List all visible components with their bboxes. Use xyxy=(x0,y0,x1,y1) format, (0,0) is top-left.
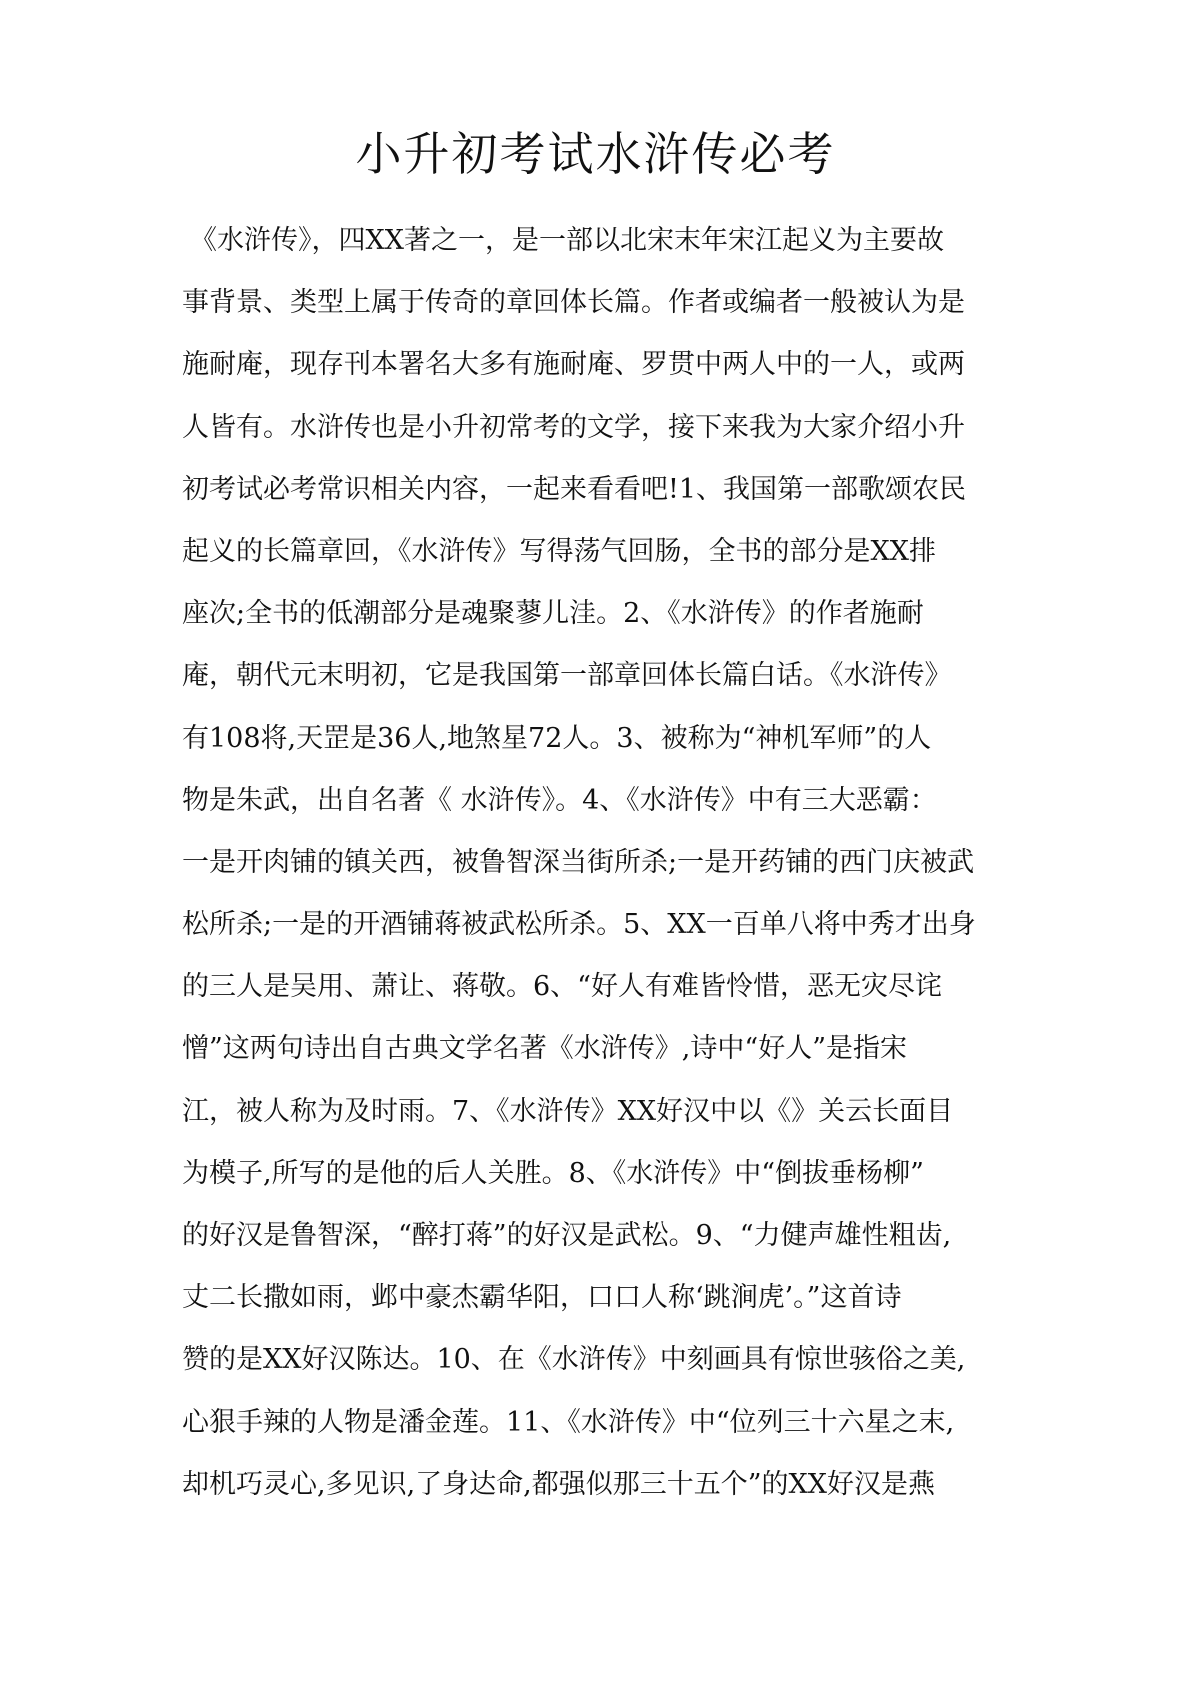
body-line: 有108将,天罡是36人,地煞星72人。3、被称为“神机军师”的人 xyxy=(182,722,932,754)
document-body xyxy=(182,210,1022,1516)
body-line: 憎”这两句诗出自古典文学名著《水浒传》,诗中“好人”是指宋 xyxy=(182,1033,907,1065)
body-line: 的三人是吴用、萧让、蒋敬。6、“好人有难皆怜惜，恶无灾尽诧 xyxy=(182,971,942,1003)
body-line: 心狠手辣的人物是潘金莲。11、《水浒传》中“位列三十六星之末, xyxy=(182,1406,955,1438)
body-line: 初考试必考常识相关内容，一起来看看吧!1、我国第一部歌颂农民 xyxy=(182,473,967,505)
body-line: 却机巧灵心,多见识,了身达命,都强似那三十五个”的XX好汉是燕 xyxy=(182,1468,935,1500)
body-line: 为模子,所写的是他的后人关胜。8、《水浒传》中“倒拔垂杨柳” xyxy=(182,1157,924,1189)
body-line: 物是朱武，出自名著《 水浒传》。4、《水浒传》中有三大恶霸： xyxy=(182,784,937,816)
body-line: 施耐庵，现存刊本署名大多有施耐庵、罗贯中两人中的一人，或两 xyxy=(182,349,965,381)
document-title: 小升初考试水浒传必考 xyxy=(355,127,836,181)
body-line: 江，被人称为及时雨。7、《水浒传》XX好汉中以《》关云长面目 xyxy=(182,1095,954,1127)
body-line: 赞的是XX好汉陈达。10、在《水浒传》中刻画具有惊世骇俗之美, xyxy=(182,1344,966,1376)
body-line: 丈二长撒如雨，邺中豪杰霸华阳，口口人称‘跳涧虎’。”这首诗 xyxy=(182,1282,902,1314)
body-line: 事背景、类型上属于传奇的章回体长篇。作者或编者一般被认为是 xyxy=(182,287,965,319)
body-line: 座次;全书的低潮部分是魂聚蓼儿洼。2、《水浒传》的作者施耐 xyxy=(182,598,924,630)
body-line: 松所杀;一是的开酒铺蒋被武松所杀。5、XX一百单八将中秀才出身 xyxy=(182,909,976,941)
body-line: 一是开肉铺的镇关西，被鲁智深当街所杀;一是开药铺的西门庆被武 xyxy=(182,846,975,878)
body-line: 《水浒传》，四XX著之一，是一部以北宋末年宋江起义为主要故 xyxy=(190,225,944,256)
body-line: 庵，朝代元末明初，它是我国第一部章回体长篇白话。《水浒传》 xyxy=(182,660,952,692)
body-line: 人皆有。水浒传也是小升初常考的文学，接下来我为大家介绍小升 xyxy=(182,411,965,443)
body-line: 的好汉是鲁智深，“醉打蒋”的好汉是武松。9、“力健声雄性粗齿, xyxy=(182,1220,952,1251)
body-line: 起义的长篇章回，《水浒传》写得荡气回肠，全书的部分是XX排 xyxy=(182,535,936,567)
